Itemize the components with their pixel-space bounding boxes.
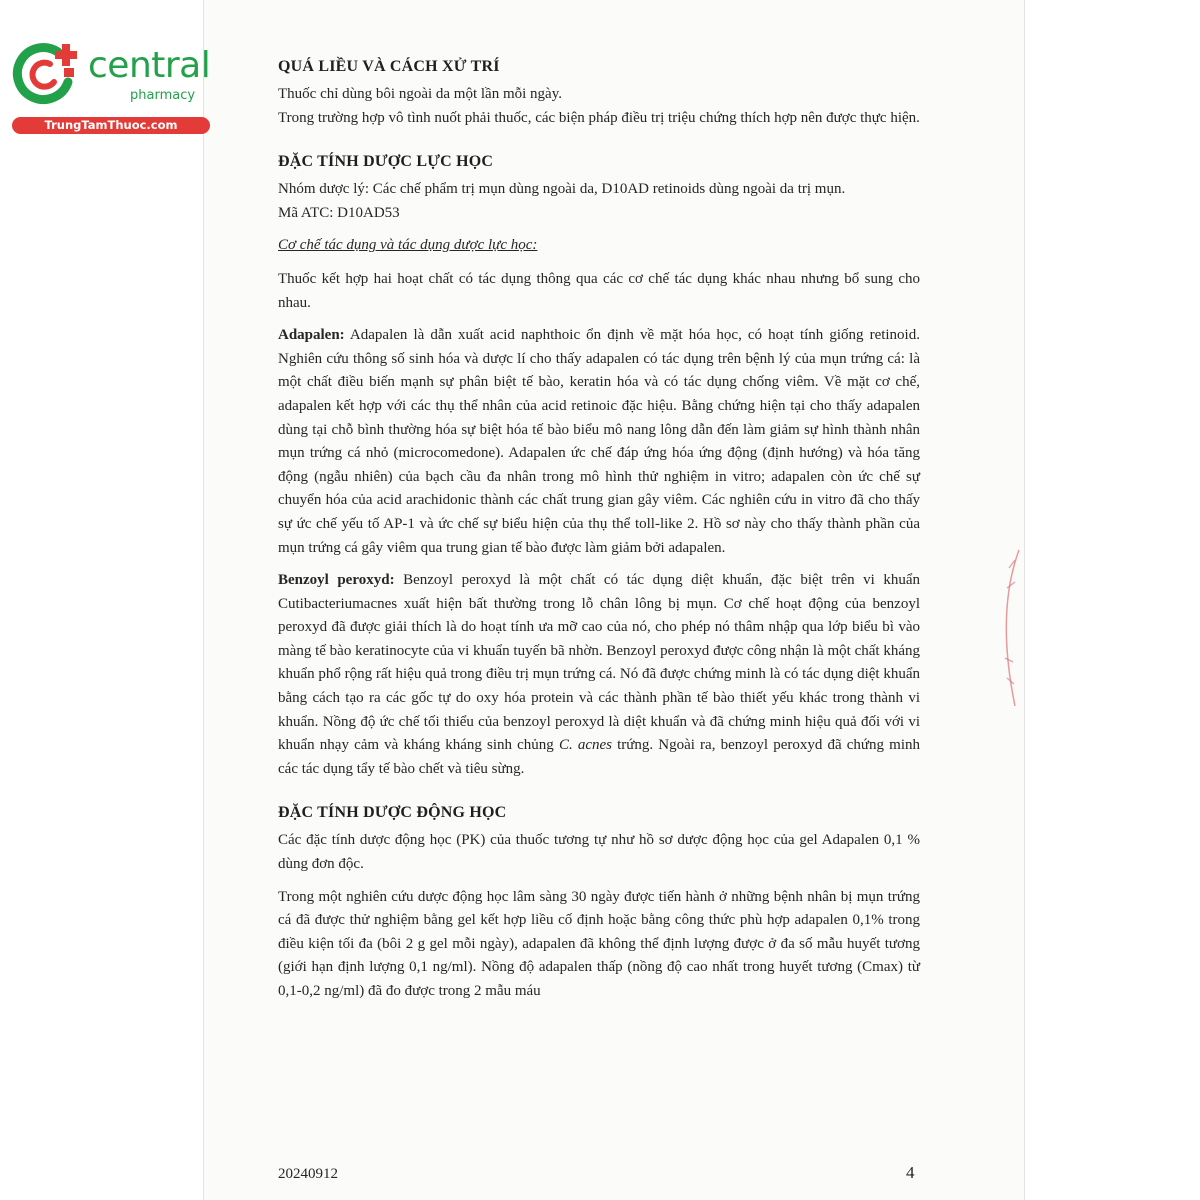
adapalen-text: Adapalen là dẫn xuất acid naphthoic ổn định về mặt hóa học, có hoạt tính giống retinoid. Nghiên cứu thông số sinh hóa và dược lí cho thấy adapalen có tác dụng trên bệnh lý của mụn trứng cá: là một chất điều biến mạnh sự phân biệt tế bào, keratin hóa và có tác dụng chống viêm. Về mặt cơ chế, adapalen kết hợp với các thụ thể nhân của acid retinoic đặc hiệu. Bằng chứng hiện tại cho thấy adapalen dùng tại chỗ bình thường hóa sự biệt hóa tế bào biểu mô nang lông dẫn đến làm giảm sự hình thành nhân mụn trứng cá nhỏ (microcomedone). Adapalen ức chế đáp ứng hóa ứng động (định hướng) và hóa tăng động (ngẫu nhiên) của bạch cầu đa nhân trong mô hình thử nghiệm in vitro; adapalen còn ức chế sự chuyển hóa của acid arachidonic thành các chất trung gian gây viêm. Các nghiên cứu in vitro đã cho thấy sự ức chế yếu tố AP-1 và ức chế sự biểu hiện của thụ thể toll-like 2. Hồ sơ này cho thấy thành phần của mụn trứng cá gây viêm qua trung gian tế bào được làm giảm bởi adapalen. (278, 327, 920, 556)
overdose-heading: QUÁ LIỀU VÀ CÁCH XỬ TRÍ (278, 58, 500, 75)
benzoyl-peroxyd-paragraph (278, 569, 920, 781)
pharmacokinetics-section (278, 804, 920, 1003)
mechanism-subheading: Cơ chế tác dụng và tác dụng dược lực học: (278, 237, 538, 254)
atc-code: Mã ATC: D10AD53 (278, 204, 400, 221)
overdose-line-2: Trong trường hợp vô tình nuốt phải thuốc, các biện pháp điều trị triệu chứng thích hợp nên được thực hiện. (278, 109, 920, 126)
species-name: C. acnes (558, 737, 612, 754)
benzoyl-peroxyd-text-end: trứng. Ngoài ra, benzoyl peroxyd đã chứng minh các tác dụng tẩy tế bào chết và tiêu sừng. (278, 737, 920, 777)
pharmacokinetics-paragraph-1: Các đặc tính dược động học (PK) của thuốc tương tự như hồ sơ dược động học của gel Adapalen 0,1 % dùng đơn độc. (278, 832, 920, 873)
overdose-line-1: Thuốc chỉ dùng bôi ngoài da một lần mỗi ngày. (278, 86, 562, 102)
pharmacodynamics-heading: ĐẶC TÍNH DƯỢC LỰC HỌC (278, 153, 494, 171)
red-stamp-mark-icon (995, 548, 1025, 708)
logo-mark-icon (10, 38, 80, 108)
central-pharmacy-logo[interactable] (10, 38, 215, 138)
pharmacodynamics-section (278, 153, 920, 781)
overdose-section (278, 58, 920, 130)
footer-document-code: 20240912 (278, 1166, 338, 1182)
adapalen-label: Adapalen: (278, 327, 345, 344)
pharmacokinetics-heading: ĐẶC TÍNH DƯỢC ĐỘNG HỌC (278, 804, 507, 822)
page-number: 4 (906, 1163, 915, 1182)
pharmacokinetics-paragraph-2: Trong một nghiên cứu dược động học lâm sàng 30 ngày được tiến hành ở những bệnh nhân bị mụn trứng cá đã được thử nghiệm bằng gel kết hợp liều cố định hoặc bằng công thức phù hợp adapalen 0,1% trong điều kiện tối đa (bôi 2 g gel mỗi ngày), adapalen đã không thể định lượng được ở đa số mẫu huyết tương (giới hạn định lượng 0,1 ng/ml). Nồng độ adapalen thấp (nồng độ cao nhất trong huyết tương (Cmax) từ 0,1-0,2 ng/ml) đã đo được trong 2 mẫu máu (278, 888, 920, 999)
logo-subtitle: pharmacy (130, 88, 196, 103)
pharmacologic-group: Nhóm dược lý: Các chế phẩm trị mụn dùng ngoài da, D10AD retinoids dùng ngoài da trị mụn. (278, 181, 846, 198)
logo-url-badge[interactable]: TrungTamThuoc.com (12, 117, 210, 134)
logo-wordmark: central (88, 45, 211, 86)
benzoyl-peroxyd-label: Benzoyl peroxyd: (278, 572, 395, 589)
mechanism-intro: Thuốc kết hợp hai hoạt chất có tác dụng thông qua các cơ chế tác dụng khác nhau nhưng bổ sung cho nhau. (278, 270, 920, 311)
adapalen-paragraph (278, 324, 920, 560)
benzoyl-peroxyd-text: Benzoyl peroxyd là một chất có tác dụng diệt khuẩn, đặc biệt trên vi khuẩn Cutibacteriumacnes xuất hiện bất thường trong lỗ chân lông bị mụn. Cơ chế hoạt động của benzoyl peroxyd đã được giải thích là do hoạt tính ưa mỡ cao của nó, cho phép nó thâm nhập qua lớp biểu bì vào màng tế bào keratinocyte của vi khuẩn tuyến bã nhờn. Benzoyl peroxyd được công nhận là một chất kháng khuẩn phổ rộng rất hiệu quả trong điều trị mụn trứng cá. Nó đã được chứng minh là có tác dụng diệt khuẩn bằng cách tạo ra các gốc tự do oxy hóa protein và các thành phần tế bào thiết yếu khác trong thành vi khuẩn. Nồng độ ức chế tối thiểu của benzoyl peroxyd là diệt khuẩn và đã chứng minh hiệu quả đối với vi khuẩn nhạy cảm và kháng kháng sinh chủng (278, 572, 921, 754)
document-content (278, 58, 920, 1027)
